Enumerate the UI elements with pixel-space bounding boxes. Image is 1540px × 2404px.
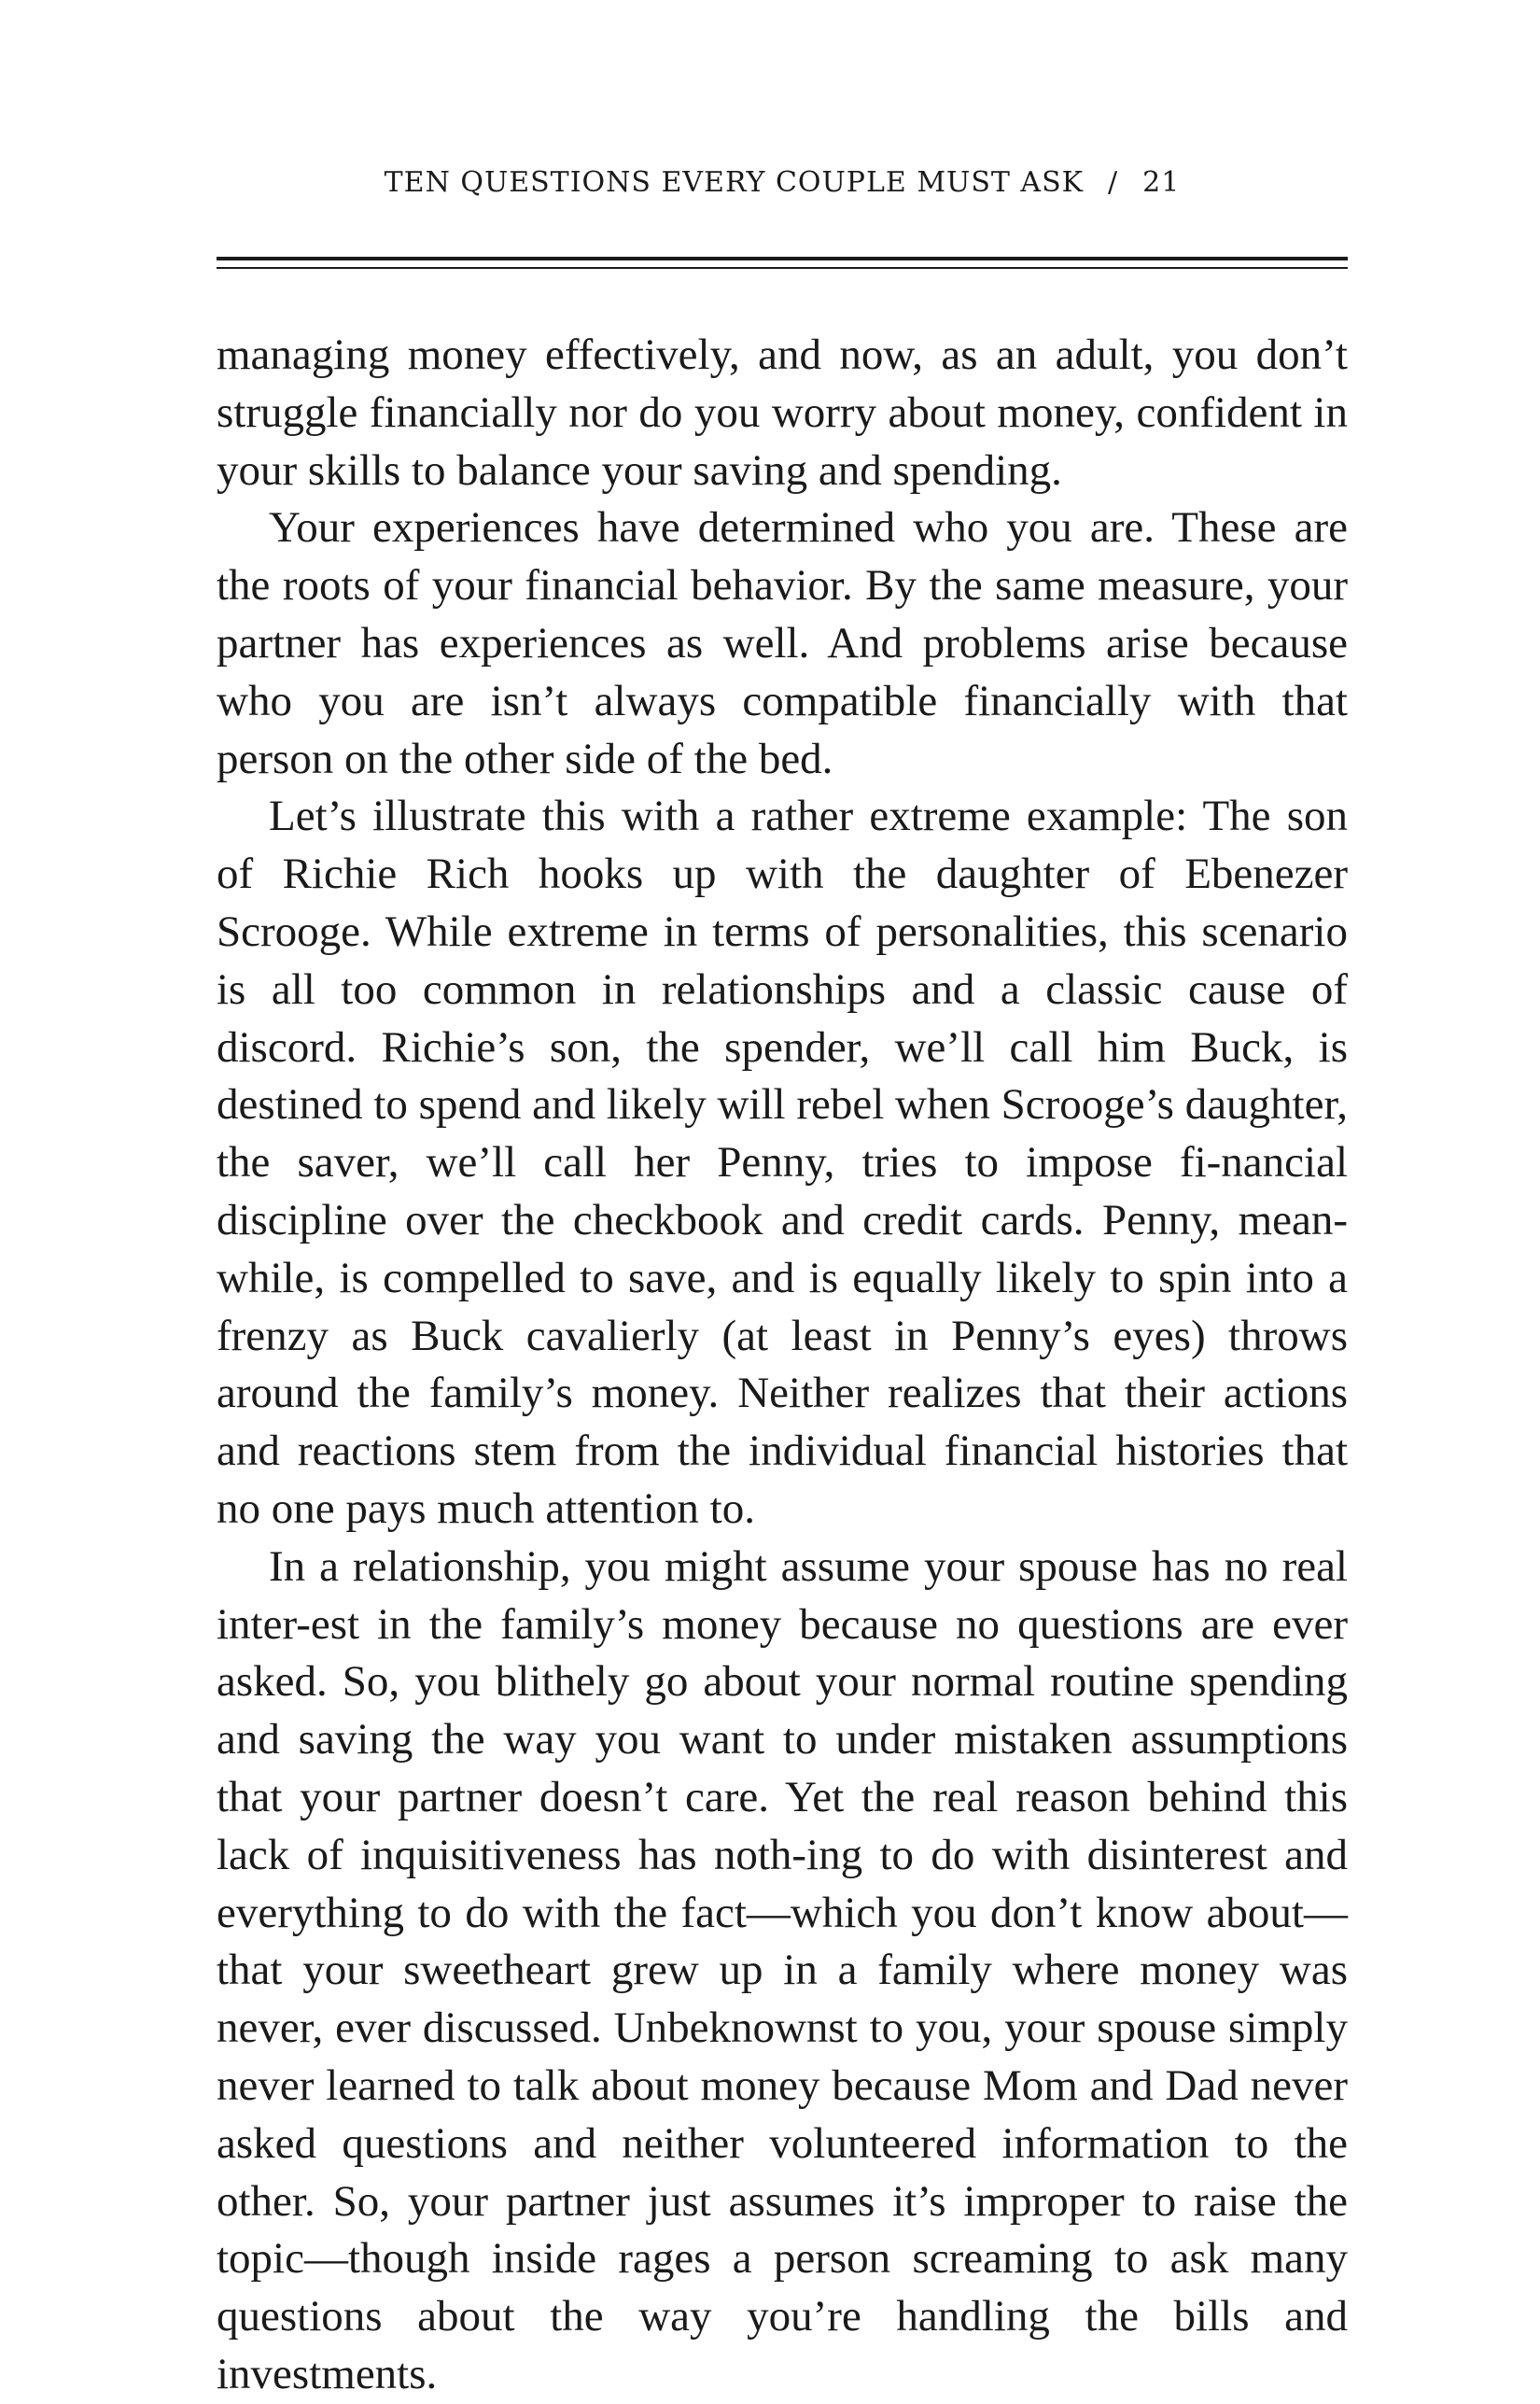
- running-header: [217, 166, 1348, 199]
- page-number: 21: [1142, 166, 1181, 199]
- paragraph: Let’s illustrate this with a rather extreme example: The son of Richie Rich hooks up with the daughter of Ebenezer Scrooge. While extreme in terms of personalities, this scenario is all too common in relationships and a classic cause of discord. Richie’s son, the spender, we’ll call him Buck, is destined to spend and likely will rebel when Scrooge’s daughter, the saver, we’ll call her Penny, tries to impose fi-nancial discipline over the checkbook and credit cards. Penny, mean-while, is compelled to save, and is equally likely to spin into a frenzy as Buck cavalierly (at least in Penny’s eyes) throws around the family’s money. Neither realizes that their actions and reactions stem from the individual financial histories that no one pays much attention to.: [217, 792, 1348, 1533]
- paragraph-continued: managing money effectively, and now, as an adult, you don’t struggle financially nor do you worry about money, confident in your skills to balance your saving and spending.: [217, 330, 1348, 495]
- body-text: [217, 327, 1348, 2404]
- header-separator: /: [1108, 166, 1119, 199]
- paragraph: In a relationship, you might assume your spouse has no real inter-est in the family’s money because no questions are ever asked. So, you blithely go about your normal routine spending and saving the way you want to under mistaken assumptions that your partner doesn’t care. Yet the real reason behind this lack of inquisitiveness has noth-ing to do with disinterest and everything to do with the fact—which you don’t know about—that your sweetheart grew up in a family where money was never, ever discussed. Unbeknownst to you, your spouse simply never learned to talk about money because Mom and Dad never asked questions and neither volunteered information to the other. So, your partner just assumes it’s improper to raise the topic—though inside rages a person screaming to ask many questions about the way you’re handling the bills and investments.: [217, 1541, 1348, 2398]
- header-rule-thin: [217, 267, 1348, 269]
- header-rule-thick: [217, 257, 1348, 260]
- paragraph: Your experiences have determined who you are. These are the roots of your financial behavior. By the same measure, your partner has experiences as well. And problems arise because who you are isn’t always compatible financially with that person on the other side of the bed.: [217, 503, 1348, 783]
- book-title: TEN QUESTIONS EVERY COUPLE MUST ASK: [384, 166, 1085, 199]
